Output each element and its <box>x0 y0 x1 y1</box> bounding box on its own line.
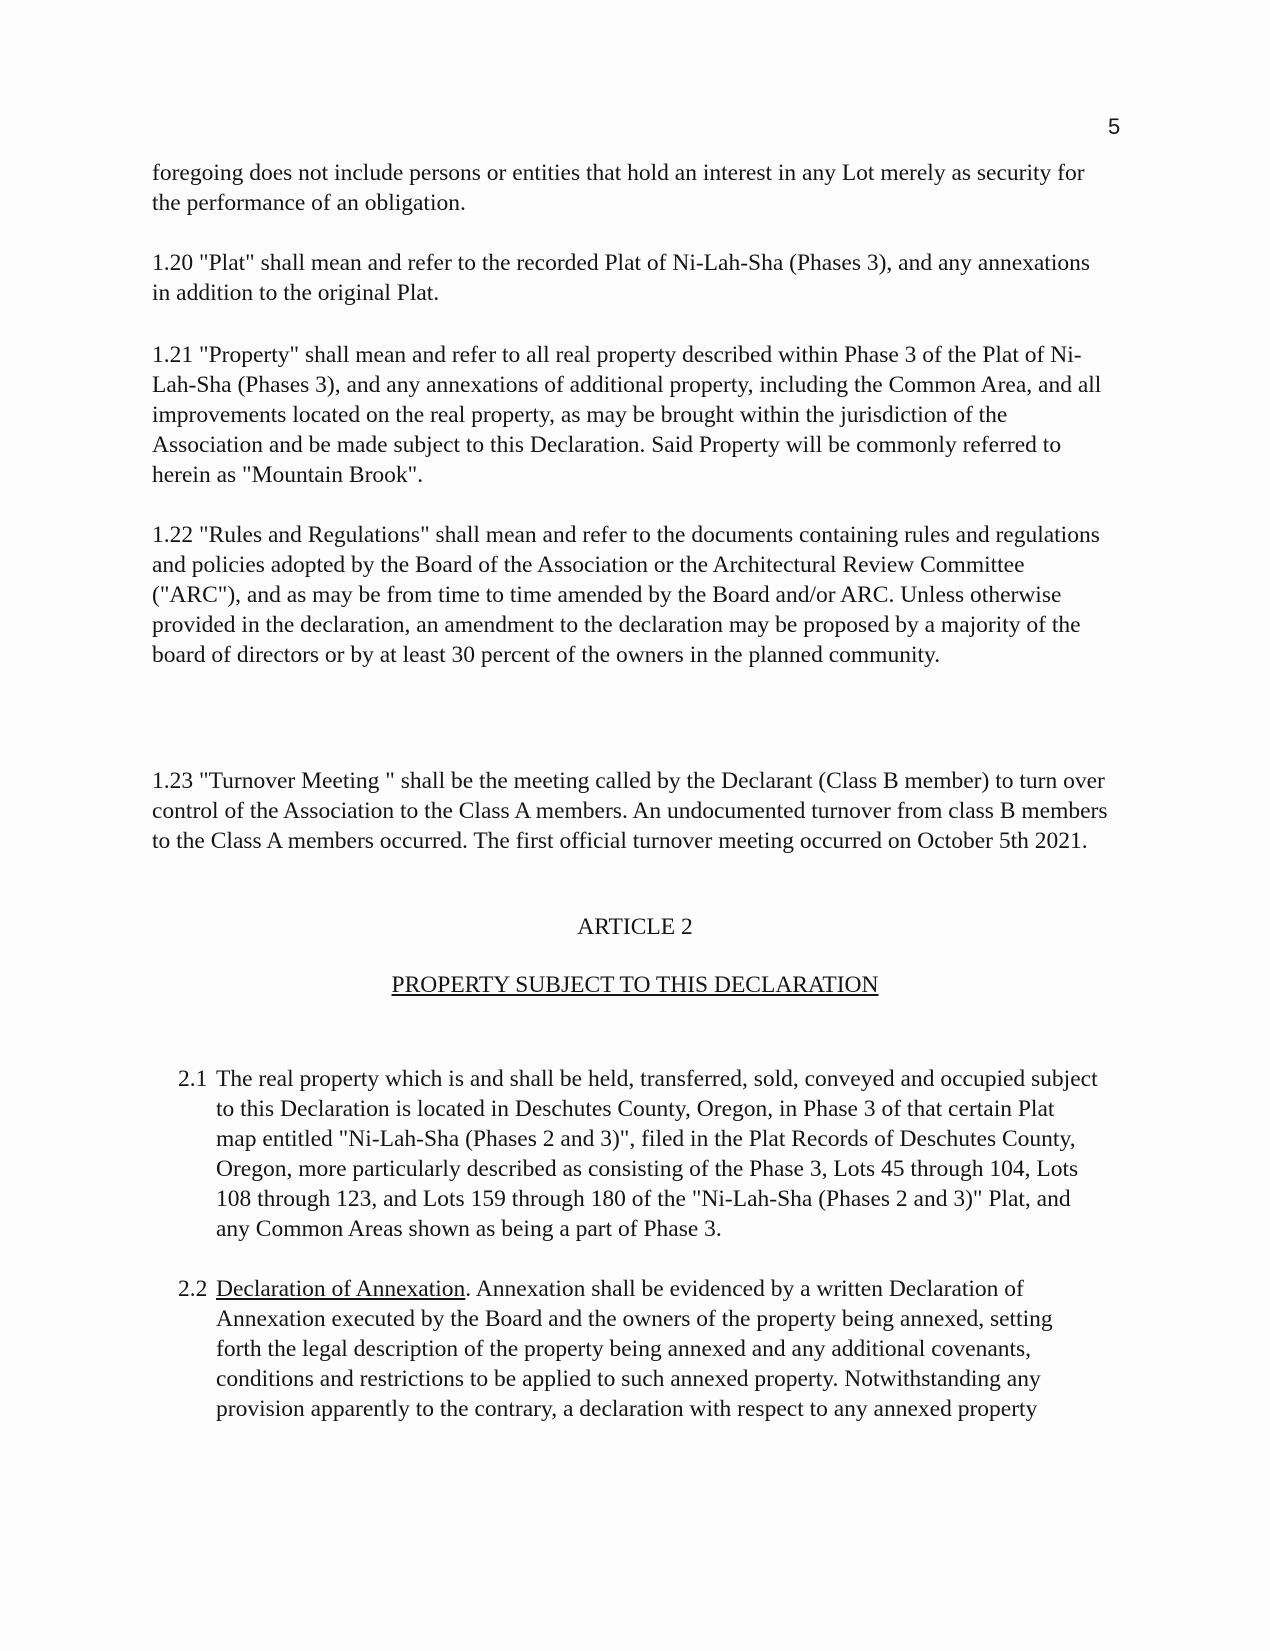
continuation-paragraph: foregoing does not include persons or entities that hold an interest in any Lot merely as security for the performance of an obligation. <box>152 160 1085 216</box>
page-number: 5 <box>1108 114 1121 139</box>
section-2-1 <box>178 1064 1098 1244</box>
definition-1-22-rules-and-regulations: 1.22 "Rules and Regulations" shall mean and refer to the documents containing rules and regulations and policies adopted by the Board of the Association or the Architectural Review Committee ("ARC"), and as may be from time to time amended by the Board and/or ARC. Unless otherwise provided in the declaration, an amendment to the declaration may be proposed by a majority of the board of directors or by at least 30 percent of the owners in the planned community. <box>152 522 1100 668</box>
section-2-2 <box>178 1274 1098 1424</box>
definition-1-20-plat: 1.20 "Plat" shall mean and refer to the recorded Plat of Ni-Lah-Sha (Phases 3), and any annexations in addition to the original Plat. <box>152 250 1091 306</box>
definition-1-21-property: 1.21 "Property" shall mean and refer to all real property described within Phase 3 of the Plat of Ni-Lah-Sha (Phases 3), and any annexations of additional property, including the Common Area, and all improvements located on the real property, as may be brought within the jurisdiction of the Association and be made subject to this Declaration. Said Property will be commonly referred to herein as "Mountain Brook". <box>152 342 1102 488</box>
section-2-2-body <box>216 1274 1098 1424</box>
section-2-1-text: The real property which is and shall be held, transferred, sold, conveyed and occupied subject to this Declaration is located in Deschutes County, Oregon, in Phase 3 of that certain Plat map entitled "Ni-Lah-Sha (Phases 2 and 3)", filed in the Plat Records of Deschutes County, Oregon, more particularly described as consisting of the Phase 3, Lots 45 through 104, Lots 108 through 123, and Lots 159 through 180 of the "Ni-Lah-Sha (Phases 2 and 3)" Plat, and any Common Areas shown as being a part of Phase 3. <box>216 1066 1098 1242</box>
section-2-2-number: 2.2 <box>178 1276 208 1302</box>
section-2-2-title-suffix: . <box>465 1276 476 1302</box>
article-title: ARTICLE 2 <box>577 914 693 940</box>
section-2-2-text: Annexation shall be evidenced by a written Declaration of Annexation executed by the Board and the owners of the property being annexed, setting forth the legal description of the property being annexed and any additional covenants, conditions and restrictions to be applied to such annexed property. Notwithstanding any provision apparently to the contrary, a declaration with respect to any annexed property <box>216 1276 1053 1422</box>
definition-1-23-turnover-meeting: 1.23 "Turnover Meeting " shall be the meeting called by the Declarant (Class B member) to turn over control of the Association to the Class A members. An undocumented turnover from class B members to the Class A members occurred. The first official turnover meeting occurred on October 5th 2021. <box>152 768 1108 854</box>
section-2-1-number: 2.1 <box>178 1066 208 1092</box>
article-heading: PROPERTY SUBJECT TO THIS DECLARATION <box>391 972 879 998</box>
section-2-2-title: Declaration of Annexation <box>216 1276 466 1302</box>
